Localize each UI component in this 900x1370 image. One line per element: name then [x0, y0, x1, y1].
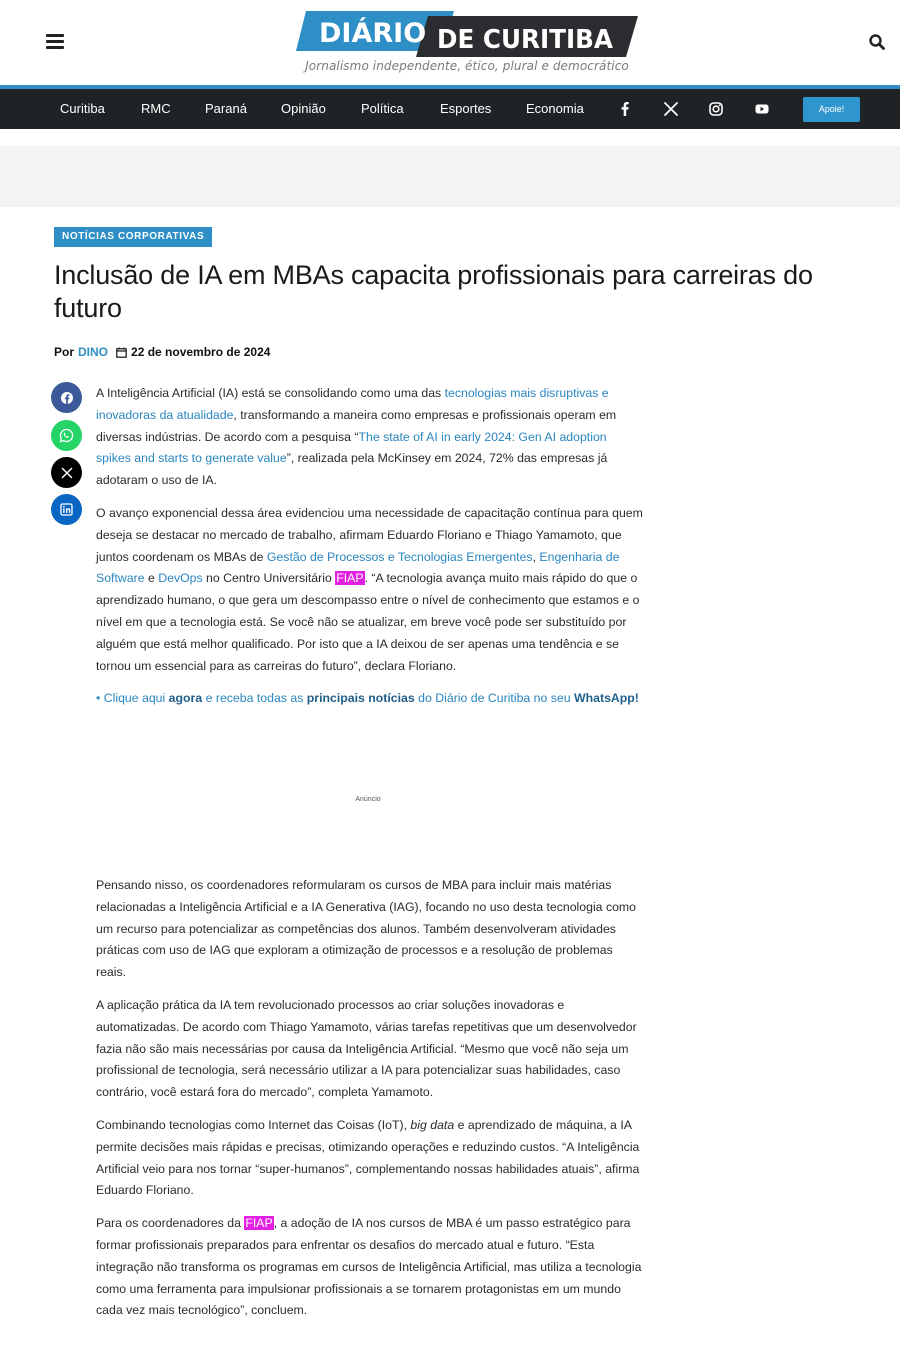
- paragraph-2: [96, 503, 644, 677]
- calendar-icon: [116, 347, 127, 358]
- site-slogan: Jornalismo independente, ético, plural e democrático: [305, 59, 629, 73]
- text: ”, realizada pela McKinsey em 2024, 72% das empresas já adotaram o uso de IA.: [96, 451, 608, 488]
- text: e receba todas as: [202, 691, 307, 706]
- logo-word-curitiba: DE CURITIBA: [437, 25, 613, 55]
- link-mckinsey-report[interactable]: The state of AI in early 2024: Gen AI adoption spikes and starts to generate value: [96, 429, 607, 466]
- nav-item-politica[interactable]: Política: [361, 101, 404, 116]
- share-facebook-button[interactable]: [51, 382, 82, 413]
- link-mba-gestao[interactable]: Gestão de Processos e Tecnologias Emergentes: [266, 549, 533, 564]
- x-icon[interactable]: [662, 100, 680, 118]
- highlight-fiap[interactable]: FIAP: [245, 1216, 273, 1231]
- link-mba-engenharia[interactable]: Engenharia de Software: [96, 549, 620, 586]
- text: • Clique aqui: [96, 691, 169, 706]
- instagram-icon[interactable]: [707, 100, 725, 118]
- publish-date: 22 de novembro de 2024: [131, 345, 271, 359]
- ad-label: Anúncio: [355, 796, 381, 803]
- nav-item-opiniao[interactable]: Opinião: [281, 101, 326, 116]
- main-nav: [0, 89, 900, 129]
- paragraph-1: [96, 383, 644, 492]
- text-bold: agora: [168, 691, 203, 706]
- share-whatsapp-button[interactable]: [51, 420, 82, 451]
- top-ad-slot: [0, 146, 900, 207]
- linkedin-icon: [60, 503, 73, 516]
- facebook-icon: [60, 391, 74, 405]
- text: ,: [532, 549, 540, 564]
- article-title: Inclusão de IA em MBAs capacita profissionais para carreiras do futuro: [54, 260, 813, 323]
- link-disruptive-tech[interactable]: tecnologias mais disruptivas e inovadoras da atualidade: [96, 386, 609, 422]
- whatsapp-cta-link[interactable]: [96, 688, 644, 710]
- paragraph-3: Pensando nisso, os coordenadores reformularam os cursos de MBA para incluir mais matérias relacionadas a Inteligência Artificial e a IA Generativa (IAG), focando no uso desta tecnologia como um recurso para potencializar as competências dos alunos. Também desenvolveram atividades práticas com uso de IAG que exploram a otimização de processos e a resolução de problemas reais.: [96, 878, 637, 980]
- link-mba-devops[interactable]: DevOps: [158, 571, 203, 586]
- paragraph-4: A aplicação prática da IA tem revolucionado processos ao criar soluções inovadoras e automatizadas. De acordo com Thiago Yamamoto, várias tarefas repetitivas que um desenvolvedor fazia não são mais necessárias por causa da Inteligência Artificial. “Mesmo que você não seja um profissional de tecnologia, será necessário utilizar a IA para potencializar suas habilidades, caso contrário, você estará fora do mercado”, completa Yamamoto.: [96, 997, 637, 1100]
- nav-item-esportes[interactable]: Esportes: [440, 101, 492, 116]
- support-button[interactable]: Apoie!: [803, 97, 860, 122]
- logo-word-diario: DIÁRIO: [319, 18, 427, 49]
- text-bold: WhatsApp!: [574, 691, 639, 706]
- author-link[interactable]: DINO: [78, 345, 109, 359]
- text: do Diário de Curitiba no seu: [414, 691, 575, 706]
- text-italic: big data: [410, 1117, 455, 1132]
- share-x-button[interactable]: [51, 457, 82, 488]
- article-body-bottom: [96, 875, 644, 1333]
- text: e: [144, 571, 159, 586]
- text: . “A tecnologia avança muito mais rápido do que o aprendizado humano, o que gera um descompasso entre o nível de conhecimento que estamos e o nível em que a tecnologia está. Se você não se atualizar, em breve você pode ser substituído por alguém que está melhor qualificado. Por isto que a IA deixou de ser apenas uma tendência e se tornou um essencial para as carreiras do futuro”, declara Floriano.: [96, 571, 640, 673]
- x-icon: [61, 467, 73, 479]
- text: Para os coordenadores da: [96, 1216, 245, 1231]
- site-header: [0, 0, 900, 86]
- article-body-top: [96, 383, 644, 721]
- highlight-fiap[interactable]: FIAP: [336, 571, 364, 586]
- category-badge[interactable]: NOTÍCIAS CORPORATIVAS: [54, 227, 212, 247]
- text-bold: principais notícias: [306, 691, 415, 706]
- text: e aprendizado de máquina, a IA permite decisões mais rápidas e precisas, otimizando operações e reduzindo custos. “A Inteligência Artificial veio para nos tornar “super-humanos”, complementando nossas habilidades atuais”, afirma Eduardo Floriano.: [96, 1117, 640, 1198]
- article-meta: [54, 345, 270, 359]
- paragraph-6: [96, 1213, 644, 1322]
- facebook-icon[interactable]: [616, 100, 634, 118]
- paragraph-5: [96, 1115, 644, 1202]
- byline-label: Por: [54, 345, 75, 359]
- text: , transformando a maneira como empresas e profissionais operam em diversas indústrias. De acordo com a pesquisa “: [96, 407, 617, 444]
- nav-item-curitiba[interactable]: Curitiba: [60, 101, 105, 116]
- search-icon[interactable]: [868, 33, 886, 51]
- whatsapp-icon: [59, 428, 74, 443]
- nav-item-economia[interactable]: Economia: [526, 101, 584, 116]
- nav-item-rmc[interactable]: RMC: [141, 101, 171, 116]
- text: Combinando tecnologias como Internet das Coisas (IoT),: [96, 1117, 411, 1132]
- nav-item-parana[interactable]: Paraná: [205, 101, 247, 116]
- text: A Inteligência Artificial (IA) está se consolidando como uma das: [96, 386, 445, 400]
- youtube-icon[interactable]: [753, 100, 771, 118]
- share-linkedin-button[interactable]: [51, 494, 82, 525]
- text: , a adoção de IA nos cursos de MBA é um passo estratégico para formar profissionais preparados para enfrentar os desafios do mercado atual e futuro. “Esta integração não transforma os programas em cursos de Inteligência Artificial, mas utiliza a tecnologia como uma ferramenta para impulsionar profissionais a se tornarem protagonistas em um mundo cada vez mais tecnológico”, concluem.: [96, 1216, 642, 1318]
- text: O avanço exponencial dessa área evidenciou uma necessidade de capacitação contínua para quem deseja se destacar no mercado de trabalho, afirmam Eduardo Floriano e Thiago Yamamoto, que juntos coordenam os MBAs de: [96, 505, 643, 564]
- text: no Centro Universitário: [202, 571, 336, 586]
- hamburger-menu-icon[interactable]: [46, 34, 64, 50]
